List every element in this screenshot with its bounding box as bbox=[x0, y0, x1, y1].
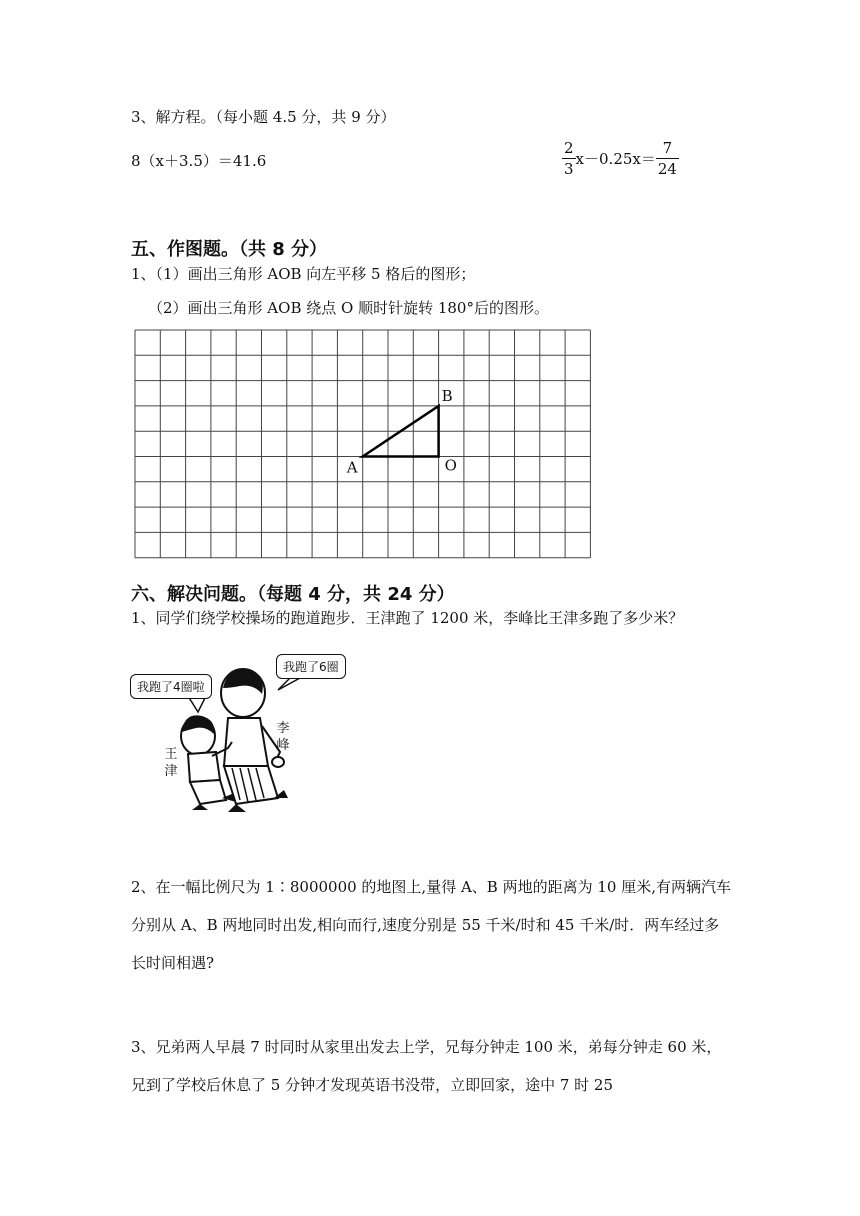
equation-1: 8（x＋3.5）＝41.6 bbox=[131, 152, 267, 170]
section5-q1: 1、（1）画出三角形 AOB 向左平移 5 格后的图形； bbox=[131, 265, 476, 283]
section6-q1: 1、同学们绕学校操场的跑道跑步．王津跑了 1200 米，李峰比王津多跑了多少米？ bbox=[131, 609, 684, 627]
point-o-label: O bbox=[444, 456, 457, 475]
speech-bubble-right: 我跑了6圈 bbox=[276, 654, 346, 679]
section5-q2: （2）画出三角形 AOB 绕点 O 顺时针旋转 180°后的图形。 bbox=[148, 299, 549, 317]
name-label-lifeng: 李峰 bbox=[276, 721, 290, 753]
section3-title: 3、解方程。（每小题 4.5 分，共 9 分） bbox=[131, 108, 396, 126]
section5-heading: 五、作图题。（共 8 分） bbox=[131, 239, 328, 260]
fraction-seven-24ths: $\frac{7}{24}$ bbox=[657, 139, 677, 178]
section6-q2: 2、在一幅比例尺为 1∶8000000 的地图上,量得 A、B 两地的距离为 10 厘米,有两辆汽车分别从 A、B 两地同时出发,相向而行,速度分别是 55 千米/时和 45 千米/时．两车经过多长时间相遇? bbox=[131, 878, 731, 972]
section6-q3: 3、兄弟两人早晨 7 时同时从家里出发去上学，兄每分钟走 100 米，弟每分钟走 60 米，兄到了学校后休息了 5 分钟才发现英语书没带，立即回家，途中 7 时 25 bbox=[131, 1038, 722, 1094]
running-kids-illustration bbox=[128, 648, 388, 818]
speech-bubble-left: 我跑了4圈啦 bbox=[130, 674, 212, 699]
section6-heading: 六、解决问题。（每题 4 分，共 24 分） bbox=[131, 584, 455, 605]
name-label-wangjin: 王津 bbox=[164, 747, 178, 779]
equation-2-middle: x－0.25x＝ bbox=[575, 150, 656, 168]
point-b-label: B bbox=[441, 386, 453, 405]
point-a-label: A bbox=[346, 458, 358, 477]
fraction-two-thirds: $\frac{2}{3}$ bbox=[564, 139, 574, 178]
